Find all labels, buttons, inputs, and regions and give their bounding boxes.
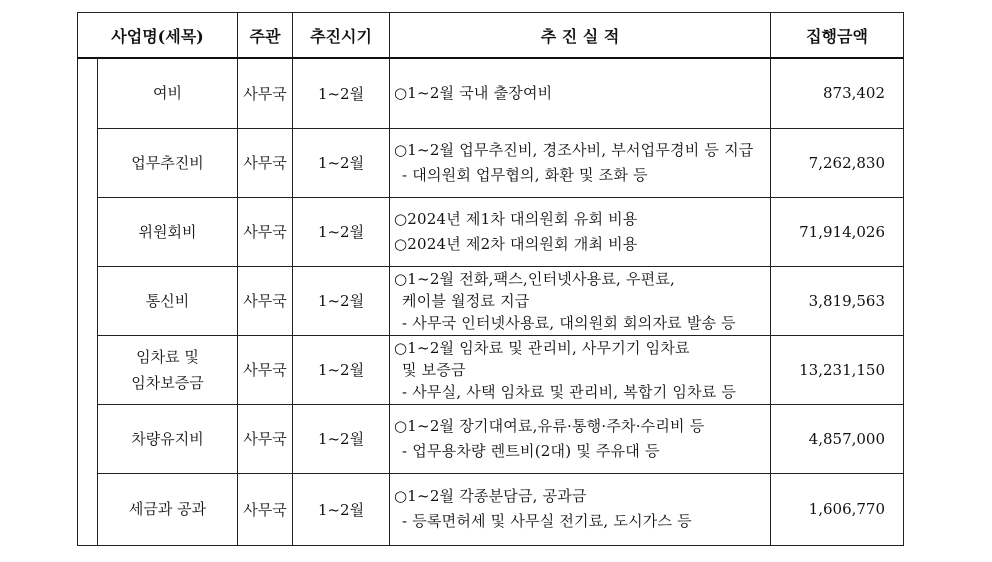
header-project: 사업명(세목) (78, 13, 238, 59)
project-name: 세금과 공과 (128, 500, 207, 518)
performance-cell (390, 128, 771, 197)
period-cell: 1~2월 (293, 128, 390, 197)
performance-line: ○1~2월 장기대여료,유류·통행·주차·수리비 등 (394, 416, 705, 435)
project-name: 여비 (153, 84, 182, 103)
performance-cell (390, 197, 771, 266)
table-row (78, 473, 904, 545)
performance-line: 케이블 월정료 지급 (402, 291, 530, 310)
project-name: 위원회비 (138, 222, 197, 241)
performance-line: ○1~2월 국내 출장여비 (394, 83, 553, 102)
performance-line: ○1~2월 전화,팩스,인터넷사용료, 우편료, (394, 269, 676, 288)
header-row (78, 13, 904, 59)
project-name-cell (98, 58, 238, 128)
performance-line: ○1~2월 임차료 및 관리비, 사무기기 임차료 (394, 338, 690, 357)
performance-cell (390, 473, 771, 545)
performance-line: ○1~2월 각종분담금, 공과금 (394, 487, 587, 505)
header-amount: 집행금액 (771, 13, 904, 59)
performance-line: - 등록면허세 및 사무실 전기료, 도시가스 등 (402, 512, 692, 530)
table-row (78, 128, 904, 197)
performance-line: ○1~2월 업무추진비, 경조사비, 부서업무경비 등 지급 (394, 140, 754, 159)
performance-line: 및 보증금 (402, 360, 466, 379)
dept-cell: 사무국 (238, 128, 293, 197)
amount-cell: 71,914,026 (771, 197, 904, 266)
period-cell: 1~2월 (293, 473, 390, 545)
dept-cell: 사무국 (238, 335, 293, 404)
project-name-cell (98, 473, 238, 545)
row-gutter (78, 58, 98, 545)
project-name: 업무추진비 (131, 153, 204, 172)
header-performance: 추 진 실 적 (390, 13, 771, 59)
amount-cell: 7,262,830 (771, 128, 904, 197)
project-name: 임차보증금 (131, 373, 204, 392)
period-cell: 1~2월 (293, 197, 390, 266)
table-row (78, 197, 904, 266)
performance-line: - 업무용차량 렌트비(2대) 및 주유대 등 (402, 441, 660, 460)
budget-execution-table (77, 12, 904, 546)
project-name-cell (98, 335, 238, 404)
performance-cell (390, 58, 771, 128)
period-cell: 1~2월 (293, 335, 390, 404)
period-cell: 1~2월 (293, 58, 390, 128)
project-name: 차량유지비 (131, 429, 204, 448)
header-period: 추진시기 (293, 13, 390, 59)
table-row (78, 335, 904, 404)
dept-cell: 사무국 (238, 404, 293, 473)
amount-cell: 1,606,770 (771, 473, 904, 545)
project-name: 통신비 (145, 291, 190, 310)
period-cell: 1~2월 (293, 266, 390, 335)
dept-cell: 사무국 (238, 197, 293, 266)
header-dept: 주관 (238, 13, 293, 59)
dept-cell: 사무국 (238, 58, 293, 128)
amount-cell: 4,857,000 (771, 404, 904, 473)
amount-cell: 873,402 (771, 58, 904, 128)
project-name-cell (98, 128, 238, 197)
table-row (78, 266, 904, 335)
performance-line: ○2024년 제2차 대의원회 개최 비용 (394, 234, 638, 253)
table-row (78, 58, 904, 128)
performance-cell (390, 404, 771, 473)
performance-line: - 사무실, 사택 임차료 및 관리비, 복합기 임차료 등 (402, 382, 737, 401)
amount-cell: 13,231,150 (771, 335, 904, 404)
amount-cell: 3,819,563 (771, 266, 904, 335)
period-cell: 1~2월 (293, 404, 390, 473)
project-name-cell (98, 197, 238, 266)
performance-cell (390, 335, 771, 404)
table-row (78, 404, 904, 473)
dept-cell: 사무국 (238, 473, 293, 545)
performance-line: - 사무국 인터넷사용료, 대의원회 회의자료 발송 등 (402, 313, 736, 332)
performance-line: - 대의원회 업무협의, 화환 및 조화 등 (402, 165, 648, 184)
project-name-cell (98, 404, 238, 473)
performance-line: ○2024년 제1차 대의원회 유회 비용 (394, 209, 638, 228)
project-name: 임차료 및 (136, 347, 199, 366)
performance-cell (390, 266, 771, 335)
dept-cell: 사무국 (238, 266, 293, 335)
project-name-cell (98, 266, 238, 335)
